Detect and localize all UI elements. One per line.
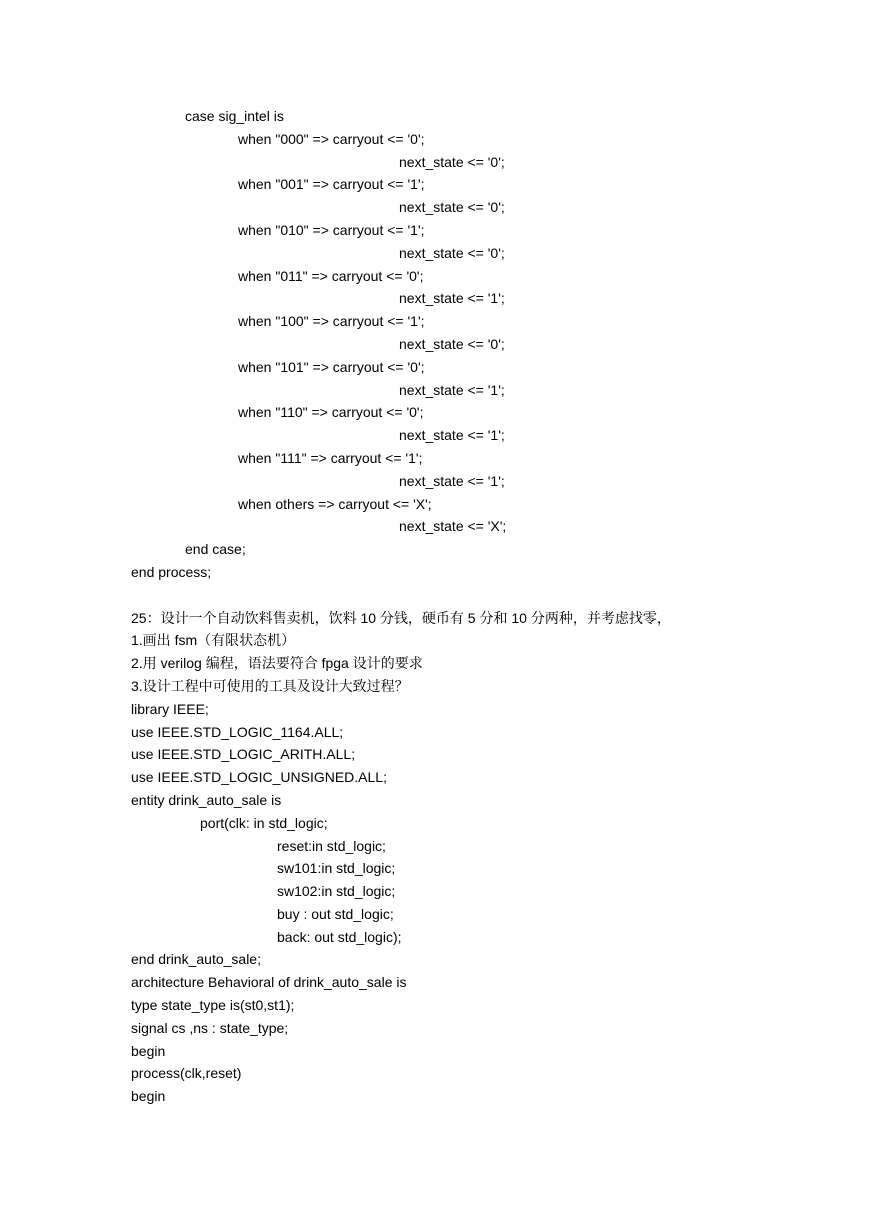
code-listing bbox=[0, 105, 869, 1108]
text-line: next_state <= '0'; bbox=[399, 244, 505, 261]
text-line: next_state <= '1'; bbox=[399, 381, 505, 398]
blank-line bbox=[0, 584, 869, 607]
text-line: next_state <= 'X'; bbox=[399, 518, 507, 535]
text-line: end process; bbox=[131, 563, 212, 580]
text-line: sw102:in std_logic; bbox=[277, 883, 396, 900]
text-line: next_state <= '0'; bbox=[399, 153, 505, 170]
text-line: 25：设计一个自动饮料售卖机，饮料 10 分钱，硬币有 5 分和 10 分两种，并考虑找零， bbox=[131, 609, 671, 626]
text-line: next_state <= '0'; bbox=[399, 199, 505, 216]
text-line: reset:in std_logic; bbox=[277, 837, 386, 854]
text-line: use IEEE.STD_LOGIC_ARITH.ALL; bbox=[131, 746, 356, 763]
text-line: library IEEE; bbox=[131, 700, 209, 717]
text-line: signal cs ,ns : state_type; bbox=[131, 1019, 289, 1036]
text-line: begin bbox=[131, 1042, 166, 1059]
text-line: buy : out std_logic; bbox=[277, 905, 394, 922]
text-line: 3.设计工程中可使用的工具及设计大致过程？ bbox=[131, 677, 409, 694]
text-line: when "110" => carryout <= '0'; bbox=[238, 404, 424, 421]
text-line: case sig_intel is bbox=[185, 108, 284, 124]
text-line: entity drink_auto_sale is bbox=[131, 791, 282, 808]
text-line: end drink_auto_sale; bbox=[131, 951, 261, 968]
text-line: sw101:in std_logic; bbox=[277, 860, 396, 877]
text-line: next_state <= '1'; bbox=[399, 472, 505, 489]
text-line: process(clk,reset) bbox=[131, 1065, 242, 1082]
text-line: when "001" => carryout <= '1'; bbox=[238, 176, 425, 193]
text-line: 1.画出 fsm（有限状态机） bbox=[131, 632, 296, 649]
text-line: when "011" => carryout <= '0'; bbox=[238, 267, 424, 284]
text-line: use IEEE.STD_LOGIC_1164.ALL; bbox=[131, 723, 344, 740]
text-line: type state_type is(st0,st1); bbox=[131, 997, 295, 1014]
text-line: use IEEE.STD_LOGIC_UNSIGNED.ALL; bbox=[131, 769, 387, 786]
text-line: next_state <= '1'; bbox=[399, 427, 505, 444]
text-line: when "010" => carryout <= '1'; bbox=[238, 221, 425, 238]
text-line: when "100" => carryout <= '1'; bbox=[238, 313, 425, 330]
text-line: 2.用 verilog 编程，语法要符合 fpga 设计的要求 bbox=[131, 655, 423, 672]
text-line: next_state <= '0'; bbox=[399, 335, 505, 352]
text-line: when "101" => carryout <= '0'; bbox=[238, 358, 425, 375]
text-line: when others => carryout <= 'X'; bbox=[238, 495, 432, 512]
text-line: begin bbox=[131, 1088, 166, 1105]
text-line: next_state <= '1'; bbox=[399, 290, 505, 307]
text-line: port(clk: in std_logic; bbox=[200, 814, 328, 831]
text-line: end case; bbox=[185, 541, 246, 558]
text-line: when "000" => carryout <= '0'; bbox=[238, 130, 425, 147]
text-line: when "111" => carryout <= '1'; bbox=[238, 449, 423, 466]
text-line: architecture Behavioral of drink_auto_sale is bbox=[131, 974, 407, 991]
text-line: back: out std_logic); bbox=[277, 928, 402, 945]
